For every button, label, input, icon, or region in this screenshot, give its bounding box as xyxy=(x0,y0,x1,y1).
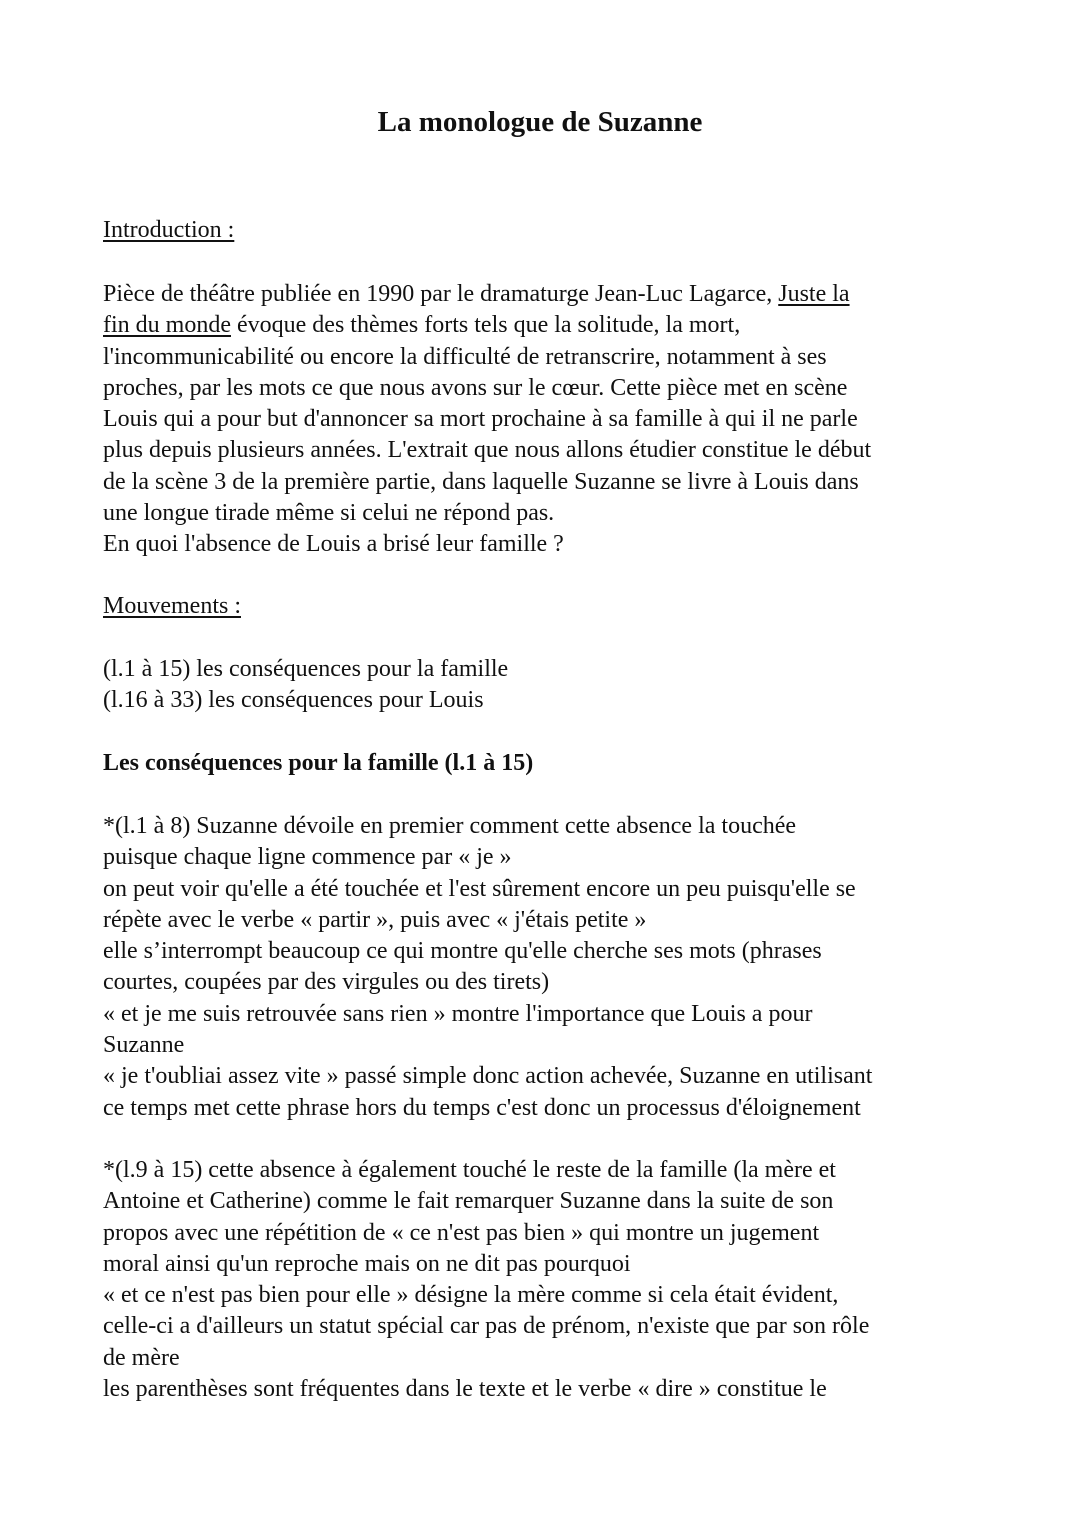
analysis-line: propos avec une répétition de « ce n'est pas bien » qui montre un jugement xyxy=(103,1219,820,1246)
introduction-heading-text: Introduction : xyxy=(103,217,235,243)
document-title: La monologue de Suzanne xyxy=(377,106,703,138)
analysis-line: « je t'oubliai assez vite » passé simple donc action achevée, Suzanne en utilisant xyxy=(103,1063,873,1090)
analysis-line: répète avec le verbe « partir », puis avec « j'étais petite » xyxy=(103,906,647,933)
analysis-line: « et ce n'est pas bien pour elle » désigne la mère comme si cela était évident, xyxy=(103,1282,839,1309)
section-heading: Les conséquences pour la famille (l.1 à 15) xyxy=(103,750,534,776)
analysis-line: elle s’interrompt beaucoup ce qui montre qu'elle cherche ses mots (phrases xyxy=(103,938,822,965)
analysis-line: *(l.9 à 15) cette absence à également touché le reste de la famille (la mère et xyxy=(103,1157,836,1183)
mouvement-item: (l.16 à 33) les conséquences pour Louis xyxy=(103,687,484,714)
intro-line: proches, par les mots ce que nous avons sur le cœur. Cette pièce met en scène xyxy=(103,374,848,401)
book-title-part-1: Juste la xyxy=(778,281,850,307)
intro-question: En quoi l'absence de Louis a brisé leur famille ? xyxy=(103,531,564,558)
analysis-line: *(l.1 à 8) Suzanne dévoile en premier comment cette absence la touchée xyxy=(103,813,797,839)
analysis-block-2 xyxy=(103,1155,983,1405)
analysis-line: Antoine et Catherine) comme le fait remarquer Suzanne dans la suite de son xyxy=(103,1188,834,1215)
intro-line: plus depuis plusieurs années. L'extrait que nous allons étudier constitue le début xyxy=(103,437,872,464)
mouvements-heading-text: Mouvements : xyxy=(103,593,241,619)
analysis-line: moral ainsi qu'un reproche mais on ne dit pas pourquoi xyxy=(103,1250,631,1277)
analysis-line: puisque chaque ligne commence par « je » xyxy=(103,844,512,871)
intro-line-1: Pièce de théâtre publiée en 1990 par le dramaturge Jean-Luc Lagarce, Juste la xyxy=(103,281,850,307)
introduction-heading xyxy=(103,215,983,246)
book-title-part-2: fin du monde xyxy=(103,312,231,339)
intro-line: l'incommunicabilité ou encore la difficulté de retranscrire, notamment à ses xyxy=(103,343,827,370)
analysis-line: ce temps met cette phrase hors du temps c'est donc un processus d'éloignement xyxy=(103,1094,861,1121)
analysis-line: Suzanne xyxy=(103,1032,185,1059)
introduction-paragraph xyxy=(103,279,983,561)
intro-line: de la scène 3 de la première partie, dans laquelle Suzanne se livre à Louis dans xyxy=(103,468,859,495)
analysis-line: on peut voir qu'elle a été touchée et l'est sûrement encore un peu puisqu'elle se xyxy=(103,875,856,902)
mouvement-item: (l.1 à 15) les conséquences pour la famille xyxy=(103,656,509,682)
intro-line: une longue tirade même si celui ne répond pas. xyxy=(103,500,555,527)
analysis-line: « et je me suis retrouvée sans rien » montre l'importance que Louis a pour xyxy=(103,1000,813,1027)
analysis-block-1 xyxy=(103,811,983,1124)
intro-line: Louis qui a pour but d'annoncer sa mort prochaine à sa famille à qui il ne parle xyxy=(103,406,858,433)
analysis-line: courtes, coupées par des virgules ou des tirets) xyxy=(103,969,550,996)
analysis-line: les parenthèses sont fréquentes dans le texte et le verbe « dire » constitue le xyxy=(103,1376,827,1403)
analysis-line: celle-ci a d'ailleurs un statut spécial car pas de prénom, n'existe que par son rôle xyxy=(103,1313,870,1340)
analysis-line: de mère xyxy=(103,1344,180,1371)
mouvements-heading xyxy=(103,591,983,622)
mouvements-list xyxy=(103,654,983,717)
intro-line-2: fin du monde évoque des thèmes forts tels que la solitude, la mort, xyxy=(103,312,741,339)
